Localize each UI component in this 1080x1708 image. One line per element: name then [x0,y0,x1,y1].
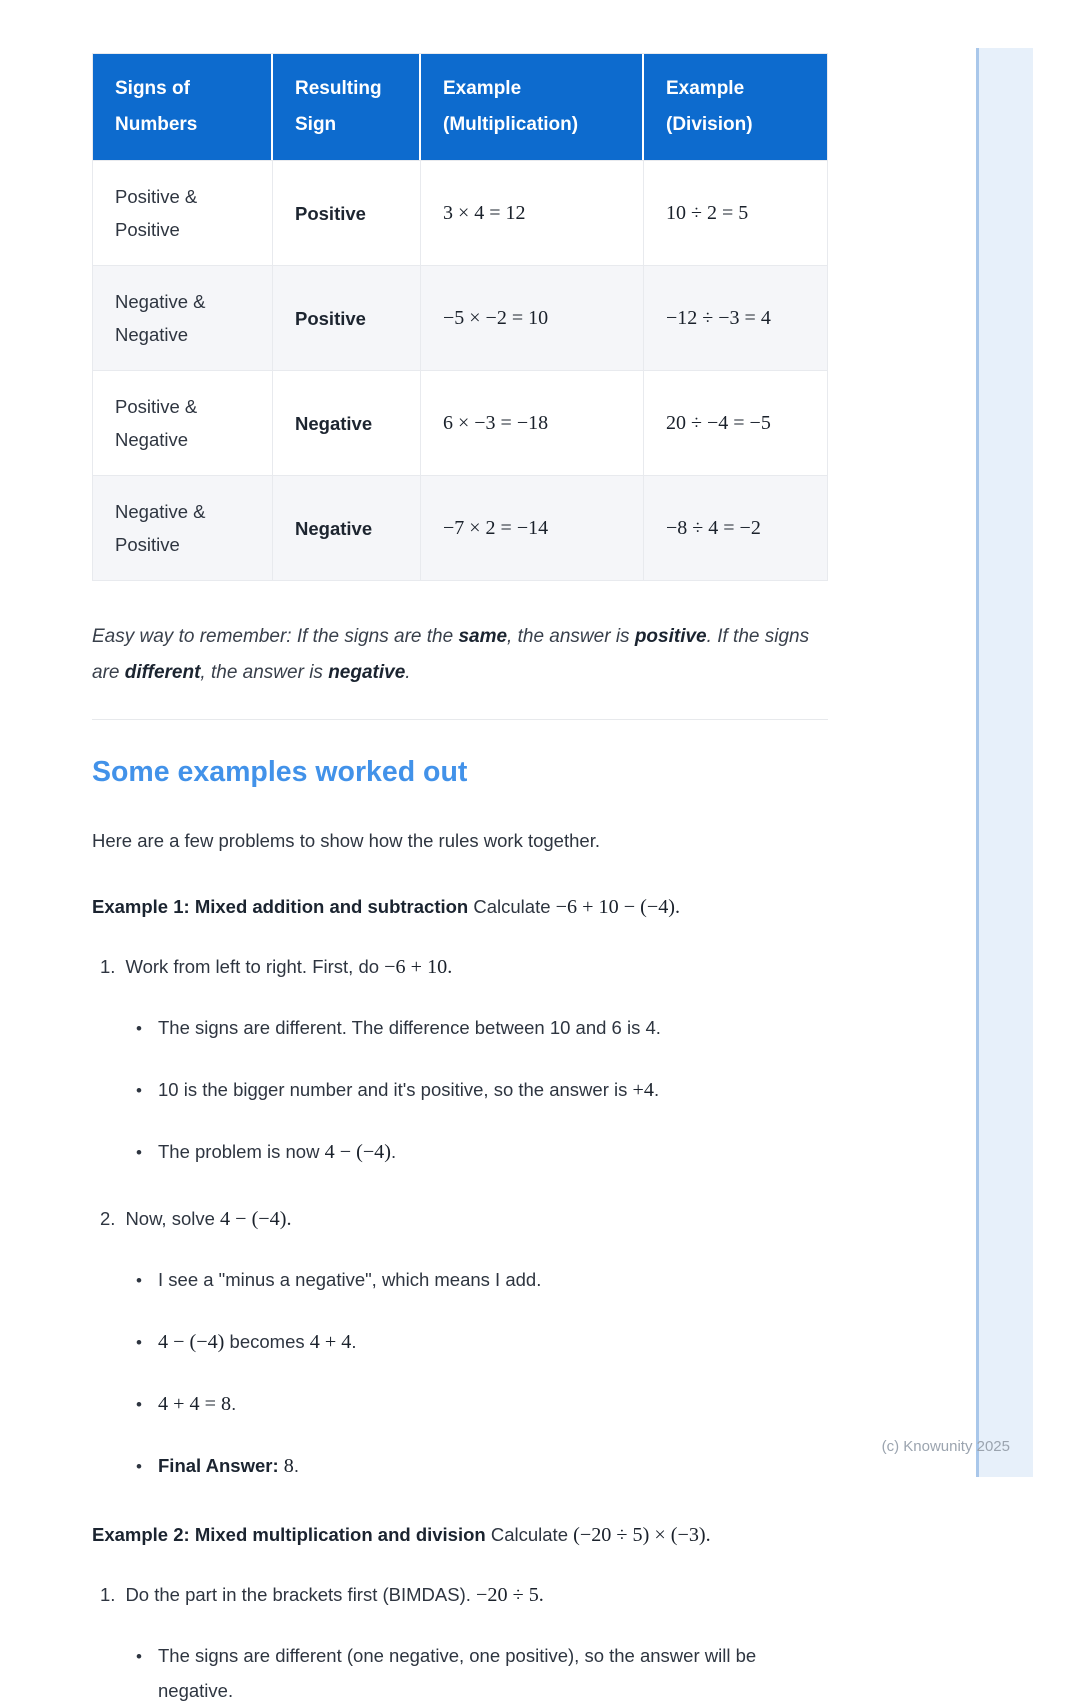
list-item [92,1202,828,1484]
bullet-text [158,1448,828,1484]
watermark: (c) Knowunity 2025 [881,1438,1010,1455]
list-item [92,1578,828,1708]
text-segment: . [405,662,411,683]
list-item [92,1072,828,1108]
table-cell-div: −8 ÷ 4 = −2 [644,475,827,580]
list-item [92,1448,828,1484]
text-segment: negative [328,662,406,683]
text-segment: I see a "minus a negative", which means I add. [158,1269,542,1290]
table-header-resulting-sign: Resulting Sign [273,54,421,160]
section-divider [92,719,828,720]
table-cell-result: Positive [273,160,421,265]
signs-table [92,53,828,581]
step-text [125,1202,291,1236]
example1-steps [92,950,828,1484]
step-line [92,1578,828,1612]
text-segment: −6 + 10 − (−4). [555,896,681,918]
text-segment: becomes [224,1331,310,1352]
table-cell-mult: 3 × 4 = 12 [421,160,644,265]
list-item [92,950,828,1170]
page-content [92,0,828,1708]
text-segment: different [124,662,201,683]
bullet-icon [136,1072,158,1108]
text-segment: The signs are different (one negative, one positive), so the answer will be negative. [158,1645,757,1701]
text-segment: 4 − (−4) [324,1141,391,1163]
next-page-edge [976,48,1033,1477]
step-number: 1. [100,1584,116,1605]
text-segment: 4 − (−4). [220,1208,292,1230]
bullet-icon [136,1134,158,1170]
table-cell-mult: −7 × 2 = −14 [421,475,644,580]
bullet-icon [136,1324,158,1360]
text-segment: The signs are different. The difference between 10 and 6 is 4. [158,1017,661,1038]
text-segment: . If the signs are [92,626,810,683]
text-segment: . [390,1141,397,1162]
example1-title [92,892,828,922]
bullet-list [92,1638,828,1708]
table-cell-mult: −5 × −2 = 10 [421,265,644,370]
text-segment: 4 + 4 [309,1331,352,1353]
bullet-icon [136,1262,158,1298]
text-segment: +4 [632,1079,654,1101]
text-segment: . [653,1079,660,1100]
list-item [92,1638,828,1708]
bullet-icon [136,1010,158,1046]
text-segment: , the answer is [200,662,329,683]
bullet-text [158,1324,828,1360]
bullet-list [92,1010,828,1170]
table-cell-signs: Negative & Negative [93,265,273,370]
text-segment: positive [634,626,707,647]
step-number: 1. [100,956,116,977]
table-cell-signs: Negative & Positive [93,475,273,580]
list-item [92,1134,828,1170]
table-cell-div: 10 ÷ 2 = 5 [644,160,827,265]
text-segment: 10 is the bigger number and it's positive, so the answer is [158,1079,633,1100]
table-cell-div: −12 ÷ −3 = 4 [644,265,827,370]
table-header-signs: Signs of Numbers [93,54,273,160]
section-intro: Here are a few problems to show how the rules work together. [92,830,600,851]
table-header-example-div: Example (Division) [644,54,827,160]
table-cell-result: Negative [273,475,421,580]
table-cell-signs: Positive & Positive [93,160,273,265]
table-header-example-mult: Example (Multiplication) [421,54,644,160]
list-item [92,1262,828,1298]
text-segment: Do the part in the brackets first (BIMDAS). [125,1584,477,1605]
bullet-icon [136,1448,158,1484]
example2-steps [92,1578,828,1708]
list-item [92,1010,828,1046]
table-cell-result: Positive [273,265,421,370]
text-segment: −20 ÷ 5. [476,1584,544,1606]
text-segment: Example 1: Mixed addition and subtraction [92,896,469,917]
step-line [92,1202,828,1236]
bullet-list [92,1262,828,1484]
text-segment: Easy way to remember: If the signs are the [92,626,459,647]
table-cell-mult: 6 × −3 = −18 [421,370,644,475]
text-segment: . [293,1455,299,1476]
text-segment: . [351,1331,357,1352]
bullet-text [158,1262,828,1298]
bullet-text [158,1386,828,1422]
text-segment: . [231,1393,237,1414]
bullet-icon [136,1386,158,1422]
table-cell-div: 20 ÷ −4 = −5 [644,370,827,475]
section-heading: Some examples worked out [92,756,468,788]
text-segment: (−20 ÷ 5) × (−3). [573,1524,711,1546]
list-item [92,1324,828,1360]
table-cell-signs: Positive & Negative [93,370,273,475]
table-cell-result: Negative [273,370,421,475]
step-text [125,1578,543,1612]
bullet-text [158,1072,828,1108]
bullet-text [158,1134,828,1170]
text-segment: Work from left to right. First, do [125,956,385,977]
text-segment: The problem is now [158,1141,325,1162]
text-segment: 8 [283,1455,294,1477]
text-segment: Example 2: Mixed multiplication and division [92,1524,486,1545]
bullet-icon [136,1638,158,1708]
text-segment: Now, solve [125,1208,221,1229]
text-segment: , the answer is [507,626,635,647]
step-line [92,950,828,984]
text-segment: 4 − (−4) [158,1331,225,1353]
text-segment: 4 + 4 = 8 [158,1393,232,1415]
step-number: 2. [100,1208,116,1229]
bullet-text [158,1010,828,1046]
example2-title [92,1520,828,1550]
bullet-text [158,1638,828,1708]
text-segment: same [458,626,508,647]
text-segment: −6 + 10. [384,956,453,978]
text-segment: Final Answer: [158,1455,279,1476]
text-segment: Calculate [468,896,556,917]
list-item [92,1386,828,1422]
text-segment: Calculate [485,1524,574,1545]
remember-note [92,619,828,691]
step-text [125,950,452,984]
